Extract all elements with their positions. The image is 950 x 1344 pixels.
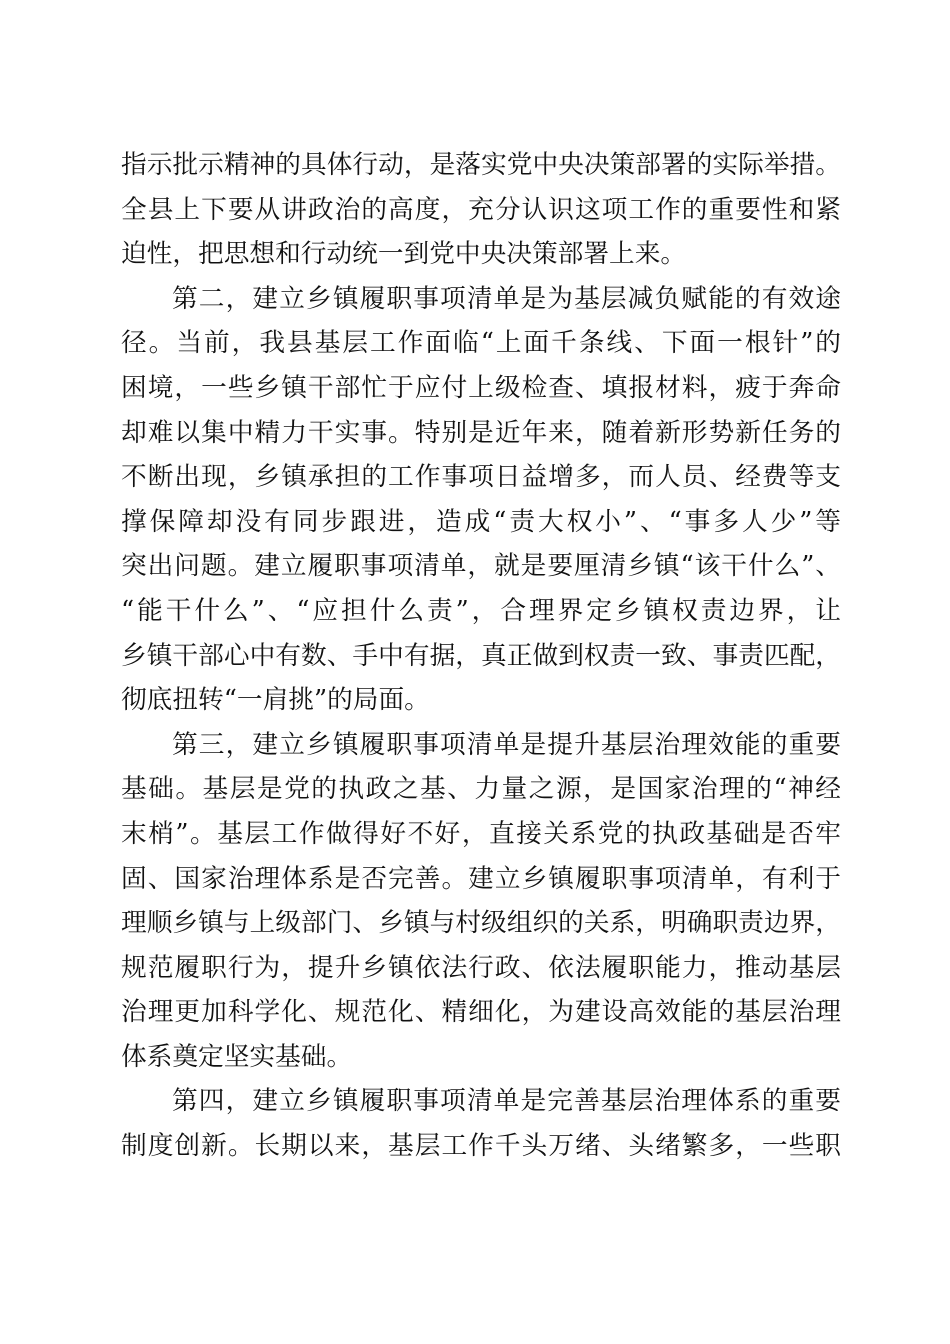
text-line: 径。当前，我县基层工作面临“上面千条线、下面一根针”的 [121, 328, 841, 359]
text-line: 末梢”。基层工作做得好不好，直接关系党的执政基础是否牢 [121, 818, 841, 849]
text-line: 迫性，把思想和行动统一到党中央决策部署上来。 [121, 239, 687, 270]
paragraph [121, 143, 841, 277]
text-line: 突出问题。建立履职事项清单，就是要厘清乡镇“该干什么”、 [121, 551, 841, 582]
text-line: 制度创新。长期以来，基层工作千头万绪、头绪繁多，一些职 [121, 1131, 841, 1162]
text-line: 基础。基层是党的执政之基、力量之源，是国家治理的“神经 [121, 774, 841, 805]
text-line: 乡镇干部心中有数、手中有据，真正做到权责一致、事责匹配， [121, 640, 841, 671]
paragraph [121, 723, 841, 1080]
text-line: “能干什么”、“应担什么责”，合理界定乡镇权责边界，让 [121, 595, 841, 626]
text-line: 却难以集中精力干实事。特别是近年来，随着新形势新任务的 [121, 417, 841, 448]
text-line: 指示批示精神的具体行动，是落实党中央决策部署的实际举措。 [121, 150, 841, 180]
text-line: 困境，一些乡镇干部忙于应付上级检查、填报材料，疲于奔命 [121, 372, 841, 403]
text-line: 规范履职行为，提升乡镇依法行政、依法履职能力，推动基层 [121, 952, 841, 983]
text-line: 理顺乡镇与上级部门、乡镇与村级组织的关系，明确职责边界， [121, 908, 841, 939]
text-line: 第二，建立乡镇履职事项清单是为基层减负赋能的有效途 [172, 283, 841, 314]
text-line: 体系奠定坚实基础。 [121, 1041, 353, 1072]
text-line: 不断出现，乡镇承担的工作事项日益增多，而人员、经费等支 [121, 462, 841, 493]
paragraph [121, 1079, 841, 1168]
text-line: 第四，建立乡镇履职事项清单是完善基层治理体系的重要 [172, 1086, 841, 1117]
paragraph [121, 277, 841, 723]
text-line: 撑保障却没有同步跟进，造成“责大权小”、“事多人少”等 [121, 506, 841, 537]
document-body [121, 143, 841, 1169]
text-line: 治理更加科学化、规范化、精细化，为建设高效能的基层治理 [121, 997, 841, 1028]
text-line: 彻底扭转“一肩挑”的局面。 [121, 685, 430, 716]
text-line: 固、国家治理体系是否完善。建立乡镇履职事项清单，有利于 [121, 863, 841, 894]
text-line: 全县上下要从讲政治的高度，充分认识这项工作的重要性和紧 [121, 194, 841, 225]
text-line: 第三，建立乡镇履职事项清单是提升基层治理效能的重要 [172, 729, 841, 760]
